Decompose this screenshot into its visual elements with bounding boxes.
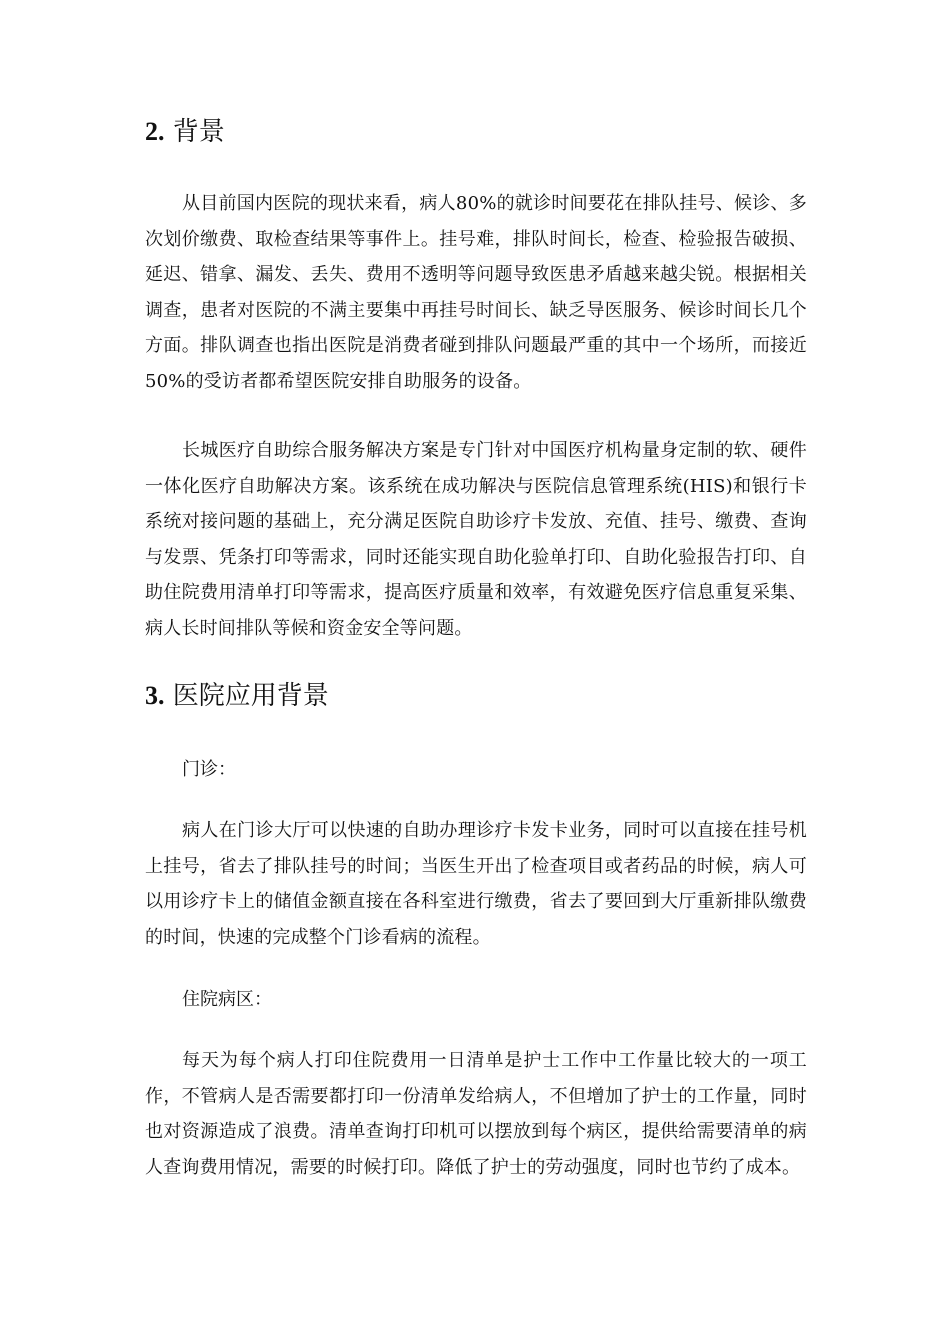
inpatient-label: 住院病区： bbox=[182, 989, 272, 1010]
section-3-title: 医院应用背景 bbox=[172, 681, 329, 711]
section-3-number: 3. bbox=[145, 681, 165, 710]
outpatient-paragraph: 病人在门诊大厅可以快速的自助办理诊疗卡发卡业务，同时可以直接在挂号机上挂号，省去了排队挂号的时间；当医生开出了检查项目或者药品的时候，病人可以用诊疗卡上的储值金额直接在各科室进行缴费，省去了要回到大厅重新排队缴费的时间，快速的完成整个门诊看病的流程。 bbox=[145, 820, 807, 948]
section-2-number: 2. bbox=[145, 117, 165, 146]
background-paragraph-1: 从目前国内医院的现状来看，病人80%的就诊时间要花在排队挂号、候诊、多次划价缴费、取检查结果等事件上。挂号难，排队时间长，检查、检验报告破损、延迟、错拿、漏发、丢失、费用不透明等问题导致医患矛盾越来越尖锐。根据相关调查，患者对医院的不满主要集中再挂号时间长、缺乏导医服务、候诊时间长几个方面。排队调查也指出医院是消费者碰到排队问题最严重的其中一个场所，而接近 50%的受访者都希望医院安排自助服务的设备。 bbox=[145, 193, 807, 392]
section-2-title: 背景 bbox=[172, 117, 225, 147]
inpatient-paragraph: 每天为每个病人打印住院费用一日清单是护士工作中工作量比较大的一项工作，不管病人是否需要都打印一份清单发给病人，不但增加了护士的工作量，同时也对资源造成了浪费。清单查询打印机可以摆放到每个病区，提供给需要清单的病人查询费用情况，需要的时候打印。降低了护士的劳动强度，同时也节约了成本。 bbox=[145, 1050, 807, 1178]
outpatient-label: 门诊： bbox=[182, 759, 236, 780]
section-3-heading bbox=[145, 680, 329, 712]
background-paragraph-2: 长城医疗自助综合服务解决方案是专门针对中国医疗机构量身定制的软、硬件一体化医疗自助解决方案。该系统在成功解决与医院信息管理系统(HIS)和银行卡系统对接问题的基础上，充分满足医院自助诊疗卡发放、充值、挂号、缴费、查询与发票、凭条打印等需求，同时还能实现自助化验单打印、自助化验报告打印、自助住院费用清单打印等需求，提高医疗质量和效率，有效避免医疗信息重复采集、病人长时间排队等候和资金安全等问题。 bbox=[145, 440, 807, 639]
section-2-heading bbox=[145, 116, 225, 148]
